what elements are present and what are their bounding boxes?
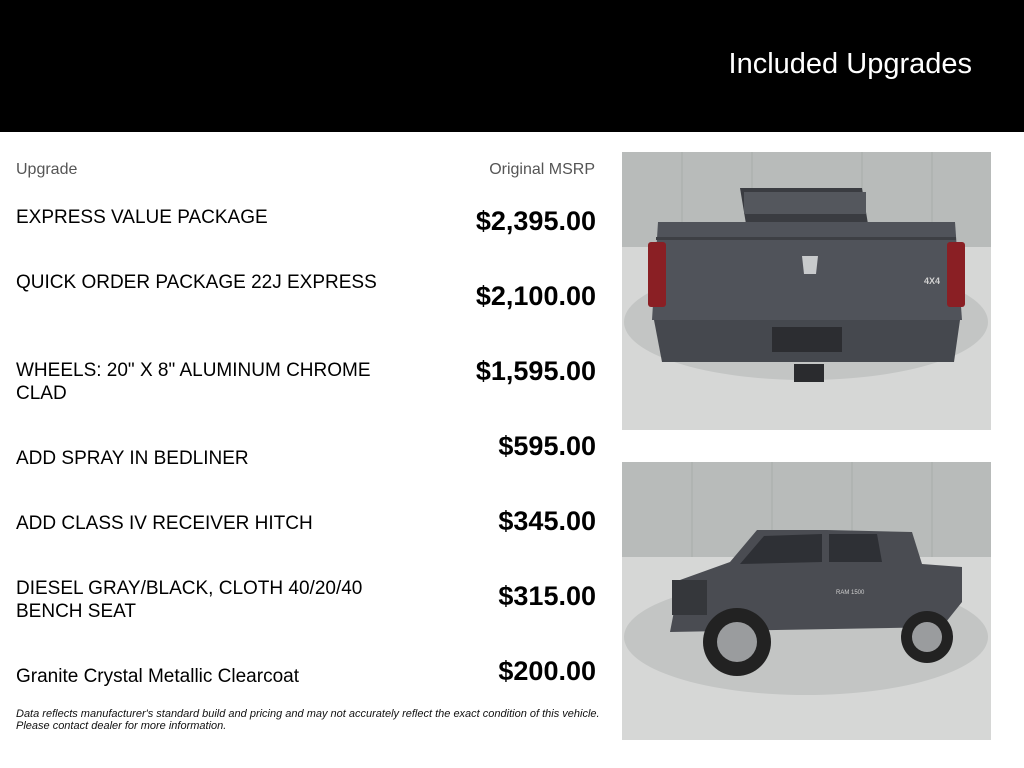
upgrade-row (16, 206, 596, 276)
column-header-upgrade: Upgrade (16, 161, 78, 178)
upgrade-name: ADD SPRAY IN BEDLINER (16, 448, 249, 469)
badge-4x4: 4X4 (924, 276, 941, 286)
upgrade-price: $1,595.00 (475, 356, 596, 386)
upgrade-name: EXPRESS VALUE PACKAGE (16, 207, 268, 228)
vehicle-side-photo (622, 462, 991, 740)
truck-side-illustration (622, 462, 991, 740)
column-header-msrp: Original MSRP (489, 161, 595, 178)
upgrade-price: $315.00 (498, 581, 596, 611)
upgrade-name: QUICK ORDER PACKAGE 22J EXPRESS (16, 272, 377, 293)
header-bar (0, 0, 1024, 132)
upgrade-price: $595.00 (498, 431, 596, 461)
truck-rear-illustration (622, 152, 991, 430)
upgrade-row (16, 271, 596, 341)
upgrade-price: $345.00 (498, 506, 596, 536)
upgrade-row (16, 506, 596, 582)
upgrade-price: $2,395.00 (475, 206, 596, 236)
upgrade-price: $200.00 (498, 656, 596, 686)
page-title: Included Upgrades (728, 48, 972, 80)
upgrade-name: ADD CLASS IV RECEIVER HITCH (16, 513, 313, 534)
upgrade-name: Granite Crystal Metallic Clearcoat (16, 666, 299, 687)
upgrade-price: $2,100.00 (475, 281, 596, 311)
badge-ram-1500: RAM 1500 (836, 590, 865, 596)
upgrade-row (16, 356, 596, 429)
upgrade-name: DIESEL GRAY/BLACK, CLOTH 40/20/40 BENCH SEAT (16, 578, 363, 622)
disclaimer-text: Data reflects manufacturer's standard build and pricing and may not accurately reflect the exact condition of this vehicle. Please contact dealer for more information. (16, 708, 600, 732)
upgrade-name: WHEELS: 20" X 8" ALUMINUM CHROME CLAD (16, 360, 371, 404)
upgrade-row (16, 577, 596, 647)
vehicle-rear-photo (622, 152, 991, 430)
